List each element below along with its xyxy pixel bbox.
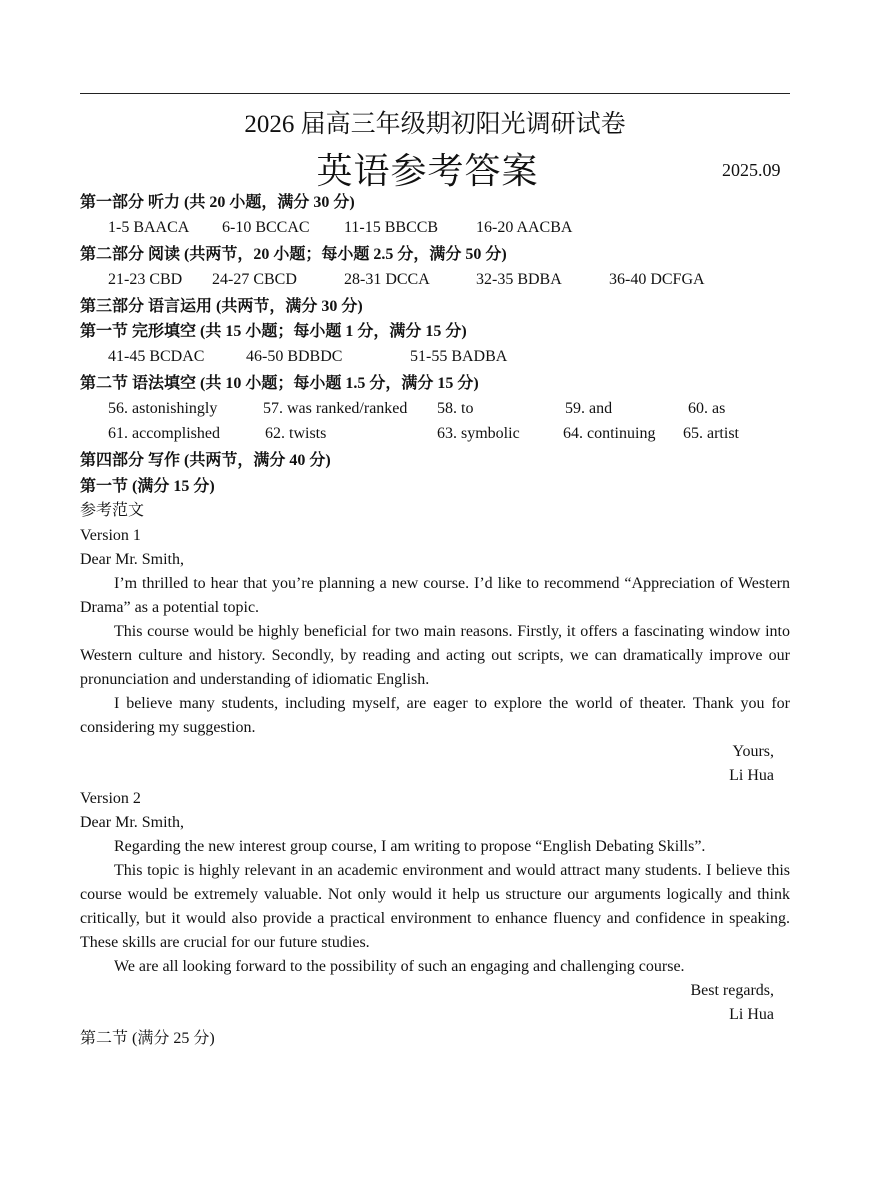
version2-signature: Li Hua <box>729 1006 774 1023</box>
answer-group: 21-23 CBD <box>108 271 183 288</box>
cloze-heading: 第一节 完形填空 (共 15 小题；每小题 1 分，满分 15 分) <box>80 323 467 340</box>
exam-title: 2026 届高三年级期初阳光调研试卷 <box>244 111 626 138</box>
grammar-answer: 58. to <box>437 400 474 417</box>
version1-label: Version 1 <box>80 527 141 544</box>
answer-group: 11-15 BBCCB <box>344 219 439 236</box>
sample-label: 参考范文 <box>80 502 145 519</box>
part3-heading: 第三部分 语言运用 (共两节，满分 30 分) <box>80 298 363 315</box>
version1-paragraph3: I believe many students, including myself, are eager to explore the world of theater. Thank you for considering my suggestion. <box>80 695 790 736</box>
part4-heading: 第四部分 写作 (共两节，满分 40 分) <box>80 452 331 469</box>
answer-group: 6-10 BCCAC <box>222 219 310 236</box>
version2-closing: Best regards, <box>690 982 774 999</box>
grammar-answer: 61. accomplished <box>108 425 220 442</box>
answer-group: 46-50 BDBDC <box>246 348 343 365</box>
top-rule <box>80 93 790 94</box>
answer-group: 16-20 AACBA <box>476 219 573 236</box>
part1-heading: 第一部分 听力 (共 20 小题，满分 30 分) <box>80 194 355 211</box>
part2-heading: 第二部分 阅读 (共两节，20 小题；每小题 2.5 分，满分 50 分) <box>80 246 507 263</box>
grammar-answer: 59. and <box>565 400 613 417</box>
version1-paragraph1: I’m thrilled to hear that you’re planning a new course. I’d like to recommend “Appreciation of Western Drama” as a potential topic. <box>80 575 790 616</box>
version2-label: Version 2 <box>80 790 141 807</box>
answer-group: 41-45 BCDAC <box>108 348 205 365</box>
grammar-answer: 64. continuing <box>563 425 656 442</box>
answer-group: 36-40 DCFGA <box>609 271 705 288</box>
answer-key-title: 英语参考答案 <box>316 151 539 191</box>
version1-signature: Li Hua <box>729 767 774 784</box>
answer-group: 1-5 BAACA <box>108 219 190 236</box>
version1-closing: Yours, <box>732 743 774 760</box>
grammar-answer: 65. artist <box>683 425 739 442</box>
answer-group: 51-55 BADBA <box>410 348 508 365</box>
version2-paragraph3: We are all looking forward to the possibility of such an engaging and challenging course. <box>114 958 685 975</box>
date: 2025.09 <box>722 160 781 180</box>
grammar-answer: 62. twists <box>265 425 327 442</box>
version2-paragraph2: This topic is highly relevant in an academic environment and would attract many students. I believe this course would be extremely valuable. Not only would it help us structure our arguments logically and think critically, but it would also provide a practical environment to enhance fluency and confidence in speaking. These skills are crucial for our future studies. <box>80 862 790 951</box>
grammar-heading: 第二节 语法填空 (共 10 小题；每小题 1.5 分，满分 15 分) <box>80 375 479 392</box>
grammar-answer: 56. astonishingly <box>108 400 218 417</box>
answer-group: 24-27 CBCD <box>212 271 297 288</box>
writing-sec2-heading: 第二节 (满分 25 分) <box>80 1030 215 1047</box>
version1-paragraph2: This course would be highly beneficial for two main reasons. Firstly, it offers a fascinating window into Western culture and history. Secondly, by reading and acting out scripts, we can dramatically improve our pronunciation and understanding of idiomatic English. <box>80 623 790 688</box>
answer-group: 32-35 BDBA <box>476 271 562 288</box>
grammar-answer: 60. as <box>688 400 726 417</box>
answer-group: 28-31 DCCA <box>344 271 430 288</box>
writing-sec1-heading: 第一节 (满分 15 分) <box>80 478 215 495</box>
version2-paragraph1: Regarding the new interest group course, I am writing to propose “English Debating Skills”. <box>114 838 706 855</box>
version1-greeting: Dear Mr. Smith, <box>80 551 184 568</box>
grammar-answer: 63. symbolic <box>437 425 520 442</box>
version2-greeting: Dear Mr. Smith, <box>80 814 184 831</box>
grammar-answer: 57. was ranked/ranked <box>263 400 408 417</box>
